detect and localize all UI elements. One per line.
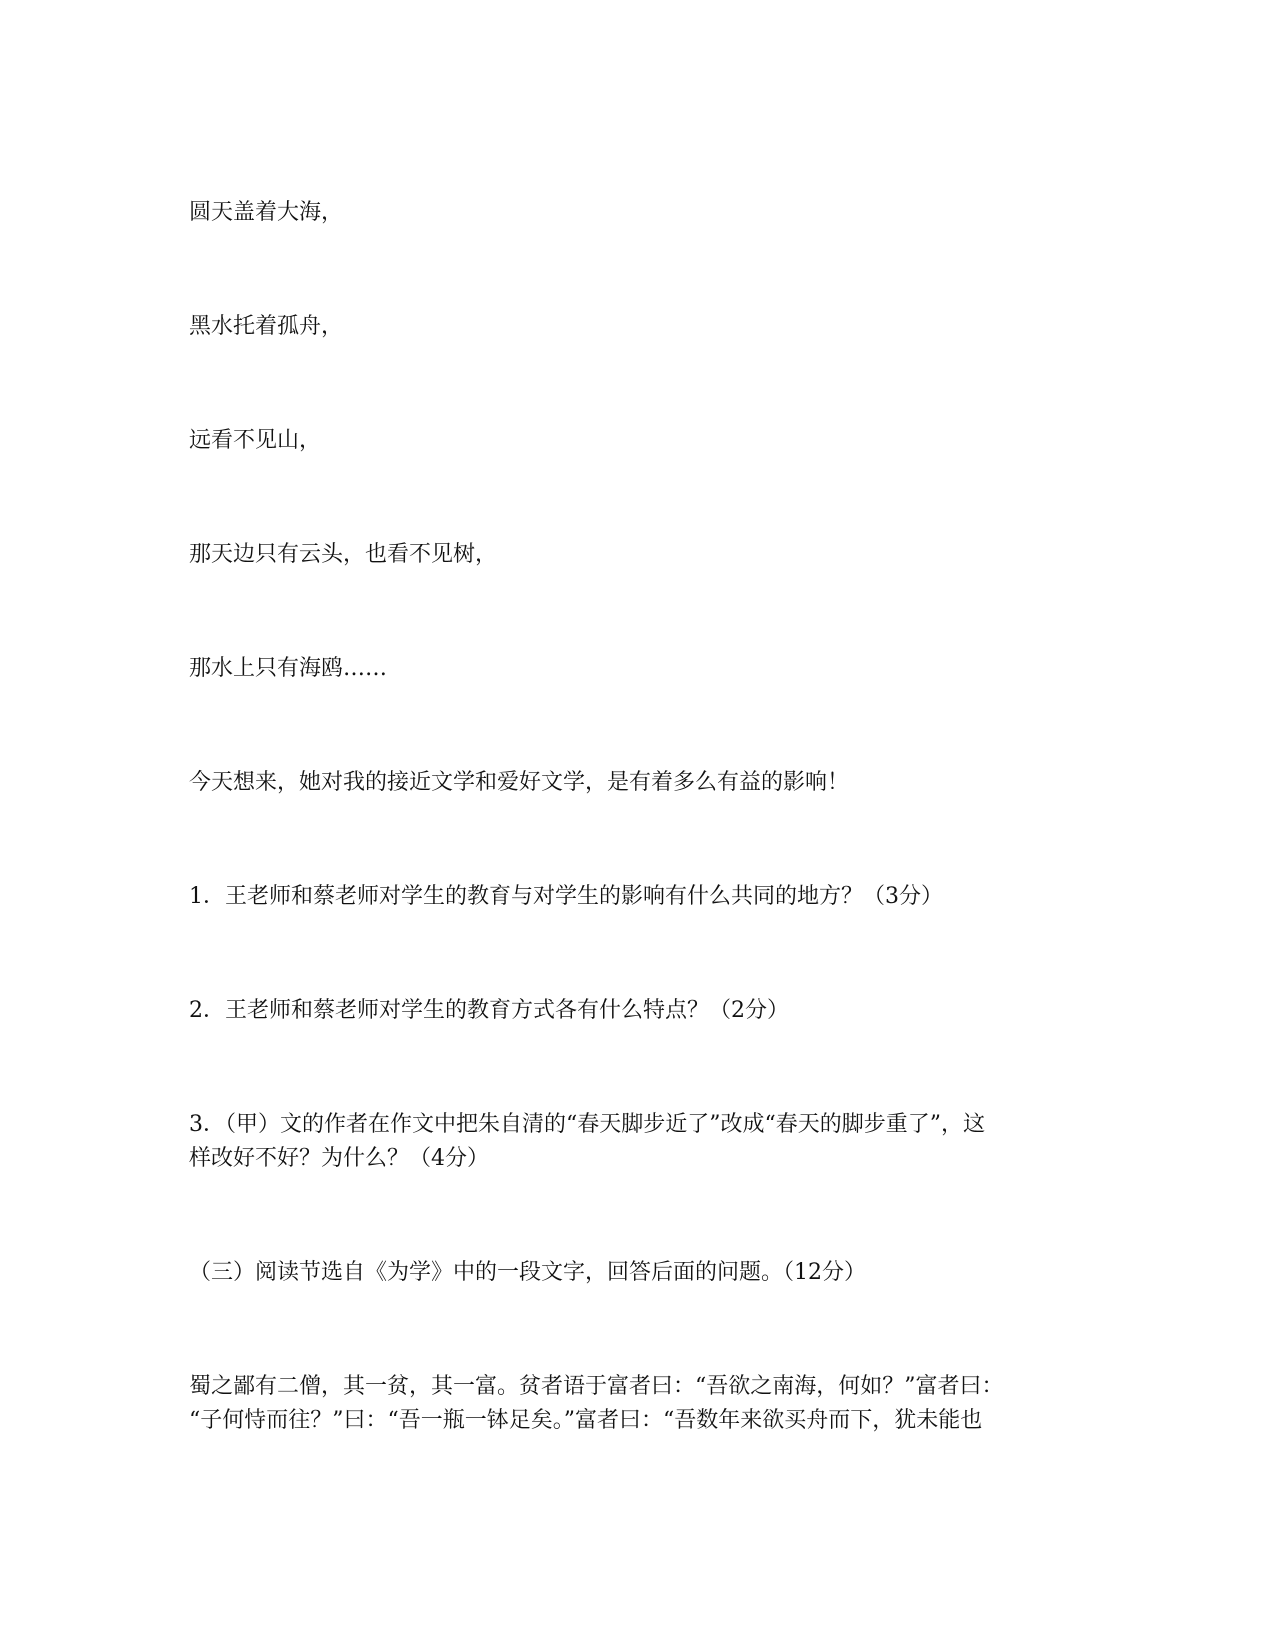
question-3: [189, 1108, 1089, 1176]
question-3-line-1: 3．（甲）文的作者在作文中把朱自清的“春天脚步近了”改成“春天的脚步重了”，这: [189, 1112, 985, 1137]
question-1: 1．王老师和蔡老师对学生的教育与对学生的影响有什么共同的地方？（3分）: [189, 884, 943, 909]
reflection-paragraph: 今天想来，她对我的接近文学和爱好文学，是有着多么有益的影响！: [189, 770, 850, 795]
question-3-line-2: 样改好不好？为什么？（4分）: [189, 1146, 489, 1171]
poem-line-5: 那水上只有海鸥……: [189, 656, 388, 681]
classical-passage: [189, 1370, 1089, 1438]
classical-passage-line-1: 蜀之鄙有二僧，其一贫，其一富。贫者语于富者曰：“吾欲之南海，何如？”富者曰：: [189, 1374, 1004, 1399]
poem-line-3: 远看不见山，: [189, 428, 322, 453]
question-2: 2．王老师和蔡老师对学生的教育方式各有什么特点？（2分）: [189, 998, 789, 1023]
section-heading: （三）阅读节选自《为学》中的一段文字，回答后面的问题。（12分）: [189, 1260, 866, 1285]
poem-line-4: 那天边只有云头，也看不见树，: [189, 542, 498, 567]
poem-line-2: 黑水托着孤舟，: [189, 314, 344, 339]
poem-line-1: 圆天盖着大海，: [189, 200, 344, 225]
classical-passage-line-2: “子何恃而往？”曰：“吾一瓶一钵足矣。”富者曰：“吾数年来欲买舟而下，犹未能也: [189, 1408, 983, 1433]
